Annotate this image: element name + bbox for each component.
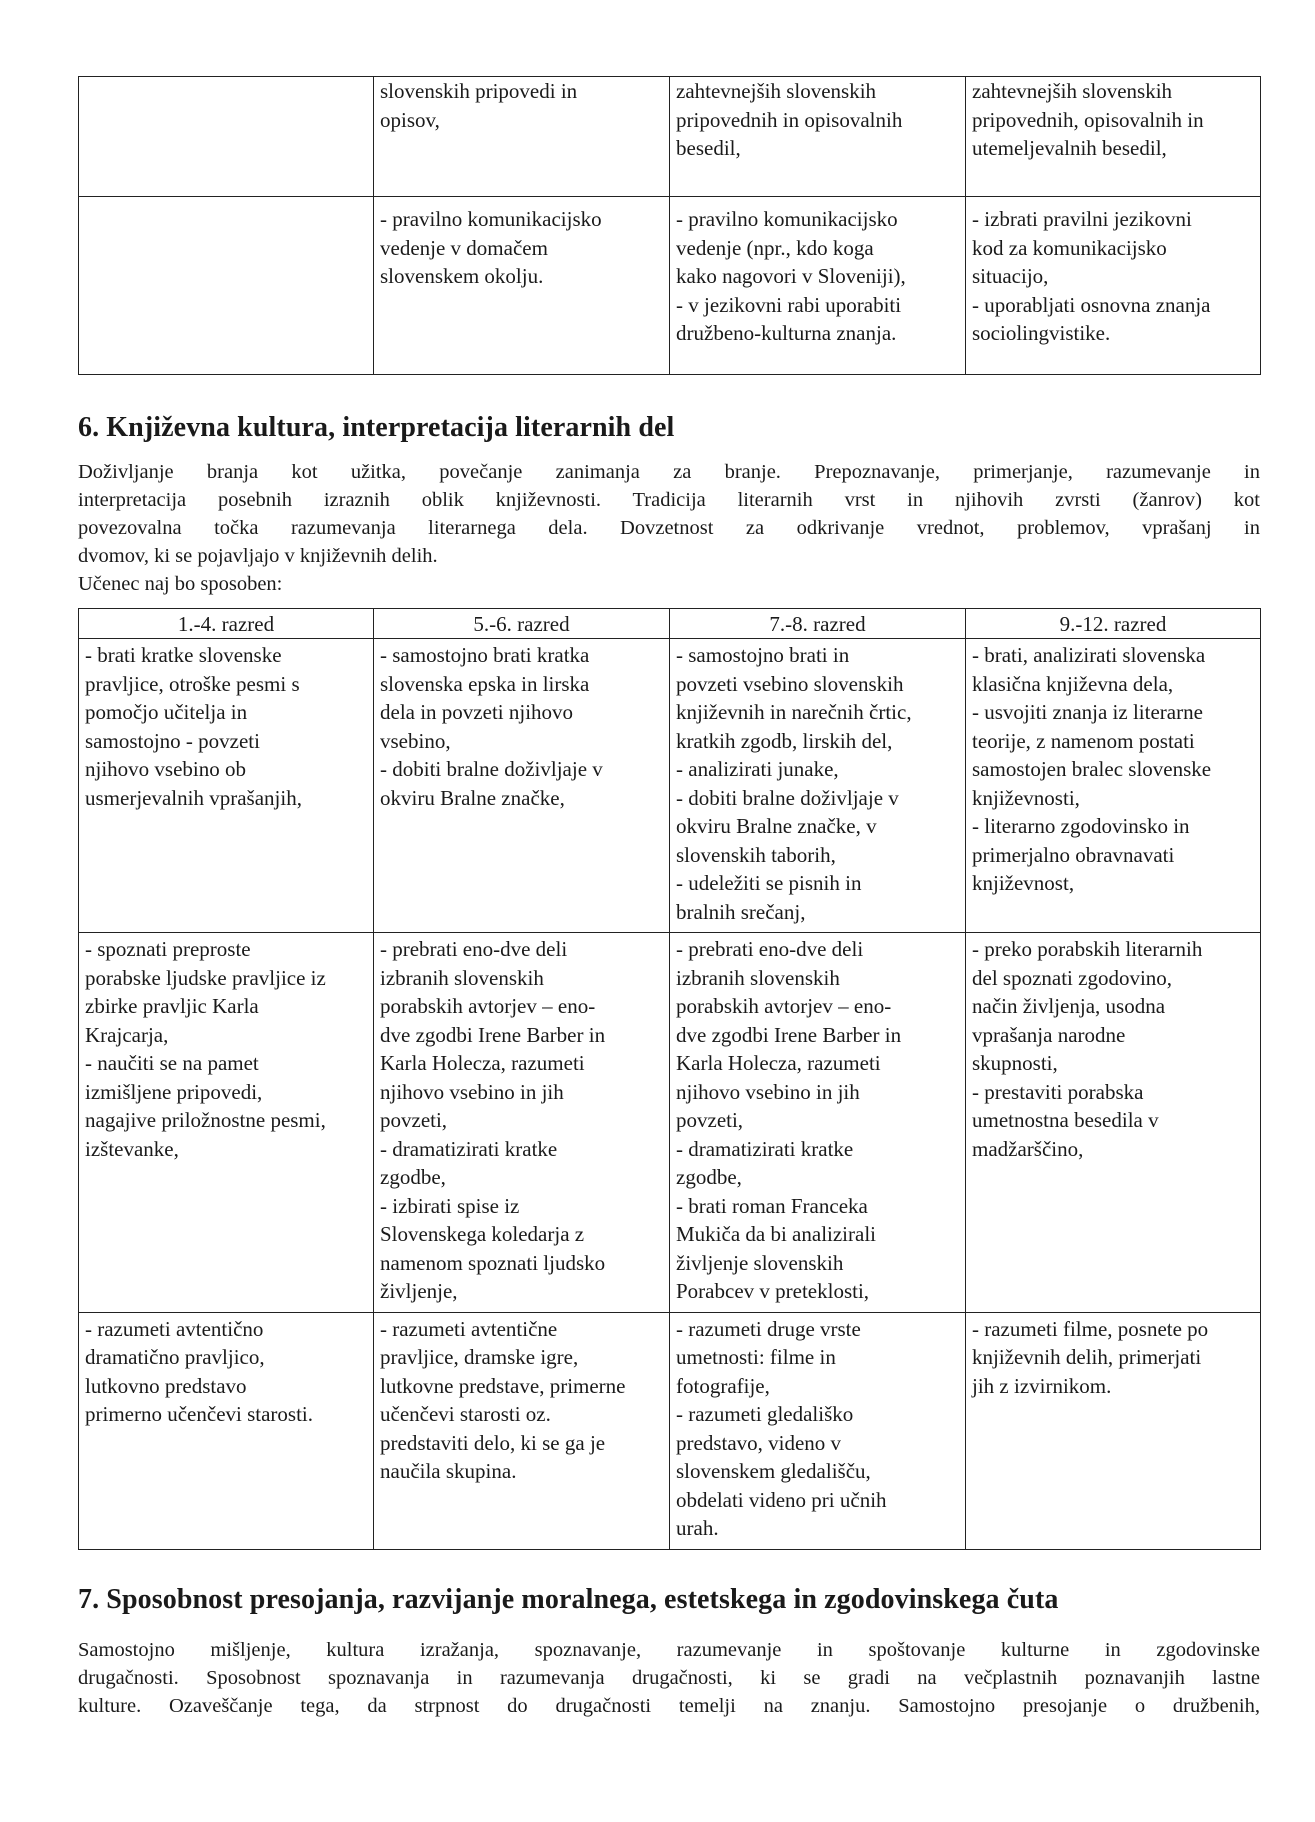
section-6-title: 6. Književna kultura, interpretacija literarnih del <box>78 412 675 443</box>
paragraph-line: interpretacija posebnih izraznih oblik književnosti. Tradicija literarnih vrst in njihovih zvrsti (žanrov) kot <box>78 489 1260 511</box>
table-cell <box>670 1312 966 1549</box>
table-header-row <box>79 609 1261 639</box>
cell-text-line: samostojno - povzeti <box>85 728 260 753</box>
paragraph-line: dvomov, ki se pojavljajo v književnih delih. <box>78 545 438 567</box>
cell-text-line: situacijo, <box>972 264 1049 288</box>
cell-text-line: - spoznati preproste <box>85 937 251 961</box>
paragraph-line: Doživljanje branja kot užitka, povečanje zanimanja za branje. Prepoznavanje, primerjanje, razumevanje in <box>78 461 1260 483</box>
cell-text-line: Krajcarja, <box>85 1022 169 1047</box>
cell-text-line: - razumeti gledališko <box>676 1402 854 1426</box>
column-header-grade-5-6: 5.-6. razred <box>374 609 670 639</box>
cell-text-line: - samostojno brati in <box>676 643 850 667</box>
cell-text-line: Karla Holecza, razumeti <box>380 1051 585 1075</box>
cell-text-line: pripovednih, opisovalnih in <box>972 107 1204 132</box>
cell-text-line: učenčevi starosti oz. <box>380 1402 551 1426</box>
cell-text-line: njihovo vsebino in jih <box>380 1079 564 1104</box>
cell-text-line: dela in povzeti njihovo <box>380 700 574 724</box>
table-cell <box>966 933 1261 1313</box>
table-row <box>79 77 1261 197</box>
cell-text-line: jih z izvirnikom. <box>972 1373 1112 1398</box>
cell-text-line: povzeti vsebino slovenskih <box>676 671 904 696</box>
cell-text-line: predstaviti delo, ki se ga je <box>380 1430 606 1455</box>
cell-text-line: vsebino, <box>380 728 451 753</box>
cell-text-line: lutkovne predstave, primerne <box>380 1373 626 1398</box>
cell-text-line: utemeljevalnih besedil, <box>972 136 1167 160</box>
cell-text-line: družbeno-kulturna znanja. <box>676 321 897 345</box>
cell-text-line: življenje slovenskih <box>676 1250 844 1275</box>
cell-text-line: - prebrati eno-dve deli <box>676 937 864 961</box>
cell-text-line: njihovo vsebino in jih <box>676 1079 860 1104</box>
cell-text-line: umetnosti: filme in <box>676 1345 836 1369</box>
cell-text-line: kod za komunikacijsko <box>972 235 1167 260</box>
table-cell <box>670 933 966 1313</box>
table-cell <box>79 639 374 933</box>
cell-text-line: samostojen bralec slovenske <box>972 757 1212 781</box>
literature-objectives-table-body <box>79 639 1261 1550</box>
cell-text-line: klasična književna dela, <box>972 671 1174 696</box>
cell-text-line: nagajive priložnostne pesmi, <box>85 1108 326 1132</box>
cell-text-line: - dramatizirati kratke <box>676 1136 854 1161</box>
cell-text-line: porabske ljudske pravljice iz <box>85 965 326 990</box>
cell-text-line: porabskih avtorjev – eno- <box>380 994 596 1018</box>
cell-text-line: pravljice, otroške pesmi s <box>85 671 300 696</box>
table-cell <box>670 639 966 933</box>
table-row <box>79 197 1261 375</box>
cell-text-line: - analizirati junake, <box>676 757 839 781</box>
cell-text-line: zgodbe, <box>380 1165 446 1189</box>
table-cell <box>374 77 670 197</box>
cell-text-line: povzeti, <box>676 1108 744 1132</box>
table-cell <box>79 933 374 1313</box>
paragraph-line: kulture. Ozaveščanje tega, da strpnost do drugačnosti temelji na znanju. Samostojno presojanje o družbenih, <box>78 1694 1260 1717</box>
cell-text-line: obdelati videno pri učnih <box>676 1487 887 1512</box>
table-cell <box>374 639 670 933</box>
cell-text-line: - literarno zgodovinsko in <box>972 814 1190 838</box>
table-cell <box>374 933 670 1313</box>
table-cell <box>374 1312 670 1549</box>
cell-text-line: urah. <box>676 1516 719 1540</box>
cell-text-line: - v jezikovni rabi uporabiti <box>676 292 902 317</box>
cell-text-line: vedenje (npr., kdo koga <box>676 235 874 260</box>
curriculum-table-continued <box>78 76 1261 375</box>
cell-text-line: povzeti, <box>380 1108 448 1132</box>
section-7-title: 7. Sposobnost presojanja, razvijanje moralnega, estetskega in zgodovinskega čuta <box>78 1583 1059 1615</box>
table-row <box>79 933 1261 1313</box>
cell-text-line: - razumeti druge vrste <box>676 1316 861 1341</box>
cell-text-line: Mukiča da bi analizirali <box>676 1222 877 1246</box>
cell-text-line: okviru Bralne značke, <box>380 785 565 810</box>
cell-text-line: - razumeti filme, posnete po <box>972 1316 1209 1341</box>
table-cell <box>374 197 670 375</box>
cell-text-line: njihovo vsebino ob <box>85 757 246 781</box>
literature-objectives-table <box>78 608 1261 1550</box>
section-6-paragraph <box>78 458 1260 570</box>
cell-text-line: - pravilno komunikacijsko <box>676 207 898 231</box>
lead-in-text: Učenec naj bo sposoben: <box>78 573 283 595</box>
cell-text-line: književnih delih, primerjati <box>972 1345 1202 1369</box>
cell-text-line: vprašanja narodne <box>972 1022 1126 1047</box>
cell-text-line: - razumeti avtentične <box>380 1316 558 1341</box>
cell-text-line: - razumeti avtentično <box>85 1316 264 1341</box>
cell-text-line: - uporabljati osnovna znanja <box>972 292 1211 317</box>
column-header-grade-7-8: 7.-8. razred <box>670 609 966 639</box>
cell-text-line: - prestaviti porabska <box>972 1079 1144 1104</box>
cell-text-line: lutkovno predstavo <box>85 1373 247 1398</box>
cell-text-line: - izbrati pravilni jezikovni <box>972 207 1192 231</box>
paragraph-line: povezovalna točka razumevanja literarnega dela. Dovzetnost za odkrivanje vrednot, problemov, vprašanj in <box>78 517 1260 539</box>
cell-text-line: izmišljene pripovedi, <box>85 1079 263 1104</box>
cell-text-line: dramatično pravljico, <box>85 1345 265 1369</box>
cell-text-line: zahtevnejših slovenskih <box>972 79 1173 103</box>
cell-text-line: porabskih avtorjev – eno- <box>676 994 892 1018</box>
cell-text-line: besedil, <box>676 136 741 160</box>
cell-text-line: književnosti, <box>972 785 1080 810</box>
cell-text-line: slovenskih pripovedi in <box>380 79 578 103</box>
cell-text-line: del spoznati zgodovino, <box>972 965 1173 990</box>
curriculum-table-continued-body <box>79 77 1261 375</box>
cell-text-line: teorije, z namenom postati <box>972 728 1195 753</box>
table-cell <box>79 1312 374 1549</box>
cell-text-line: književnih in narečnih črtic, <box>676 700 912 724</box>
cell-text-line: slovenska epska in lirska <box>380 671 590 696</box>
cell-text-line: slovenskem okolju. <box>380 264 544 288</box>
cell-text-line: - izbirati spise iz <box>380 1193 520 1218</box>
table-cell <box>79 77 374 197</box>
cell-text-line: - brati, analizirati slovenska <box>972 643 1206 667</box>
cell-text-line: opisov, <box>380 107 440 132</box>
cell-text-line: naučila skupina. <box>380 1459 517 1483</box>
cell-text-line: življenje, <box>380 1279 458 1303</box>
cell-text-line: madžarščino, <box>972 1136 1084 1161</box>
cell-text-line: dve zgodbi Irene Barber in <box>676 1022 902 1047</box>
cell-text-line: - pravilno komunikacijsko <box>380 207 602 231</box>
cell-text-line: - dobiti bralne doživljaje v <box>676 785 899 810</box>
table-cell <box>670 197 966 375</box>
cell-text-line: - brati kratke slovenske <box>85 643 282 667</box>
cell-text-line: izbranih slovenskih <box>380 965 544 990</box>
paragraph-line: drugačnosti. Sposobnost spoznavanja in razumevanja drugačnosti, ki se gradi na večplastnih poznavanjih lastne <box>78 1666 1260 1689</box>
paragraph-line: Samostojno mišljenje, kultura izražanja, spoznavanje, razumevanje in spoštovanje kulturne in zgodovinske <box>78 1638 1260 1661</box>
table-cell <box>966 197 1261 375</box>
table-cell <box>966 77 1261 197</box>
cell-text-line: pripovednih in opisovalnih <box>676 107 903 132</box>
cell-text-line: umetnostna besedila v <box>972 1108 1159 1132</box>
cell-text-line: - brati roman Franceka <box>676 1193 868 1218</box>
cell-text-line: vedenje v domačem <box>380 235 548 260</box>
cell-text-line: kako nagovori v Sloveniji), <box>676 264 906 288</box>
cell-text-line: zgodbe, <box>676 1165 742 1189</box>
cell-text-line: - dramatizirati kratke <box>380 1136 558 1161</box>
table-row <box>79 639 1261 933</box>
cell-text-line: fotografije, <box>676 1373 770 1398</box>
cell-text-line: Slovenskega koledarja z <box>380 1222 585 1246</box>
document-page <box>78 76 1260 1720</box>
column-header-grade-1-4: 1.-4. razred <box>79 609 374 639</box>
cell-text-line: Karla Holecza, razumeti <box>676 1051 881 1075</box>
cell-text-line: skupnosti, <box>972 1051 1058 1075</box>
cell-text-line: slovenskem gledališču, <box>676 1459 871 1483</box>
cell-text-line: književnost, <box>972 871 1075 895</box>
cell-text-line: - usvojiti znanja iz literarne <box>972 700 1203 724</box>
cell-text-line: - samostojno brati kratka <box>380 643 590 667</box>
cell-text-line: primerno učenčevi starosti. <box>85 1402 314 1426</box>
cell-text-line: - preko porabskih literarnih <box>972 937 1203 961</box>
cell-text-line: izštevanke, <box>85 1136 179 1161</box>
column-header-grade-9-12: 9.-12. razred <box>966 609 1261 639</box>
cell-text-line: - dobiti bralne doživljaje v <box>380 757 603 781</box>
cell-text-line: izbranih slovenskih <box>676 965 840 990</box>
table-cell <box>966 1312 1261 1549</box>
cell-text-line: zahtevnejših slovenskih <box>676 79 877 103</box>
cell-text-line: - prebrati eno-dve deli <box>380 937 568 961</box>
cell-text-line: sociolingvistike. <box>972 321 1111 345</box>
cell-text-line: pravljice, dramske igre, <box>380 1345 579 1369</box>
cell-text-line: način življenja, usodna <box>972 994 1166 1018</box>
cell-text-line: pomočjo učitelja in <box>85 700 248 724</box>
cell-text-line: predstavo, videno v <box>676 1430 842 1455</box>
cell-text-line: dve zgodbi Irene Barber in <box>380 1022 606 1047</box>
table-cell <box>966 639 1261 933</box>
cell-text-line: namenom spoznati ljudsko <box>380 1250 606 1275</box>
cell-text-line: zbirke pravljic Karla <box>85 994 259 1018</box>
cell-text-line: - naučiti se na pamet <box>85 1051 259 1075</box>
cell-text-line: slovenskih taborih, <box>676 842 836 867</box>
cell-text-line: primerjalno obravnavati <box>972 842 1175 867</box>
cell-text-line: - udeležiti se pisnih in <box>676 871 862 895</box>
section-7-paragraph <box>78 1636 1260 1720</box>
cell-text-line: usmerjevalnih vprašanjih, <box>85 785 302 810</box>
table-cell <box>670 77 966 197</box>
cell-text-line: okviru Bralne značke, v <box>676 814 877 838</box>
table-row <box>79 1312 1261 1549</box>
cell-text-line: bralnih srečanj, <box>676 899 806 924</box>
table-cell <box>79 197 374 375</box>
cell-text-line: kratkih zgodb, lirskih del, <box>676 728 893 753</box>
cell-text-line: Porabcev v preteklosti, <box>676 1279 870 1303</box>
